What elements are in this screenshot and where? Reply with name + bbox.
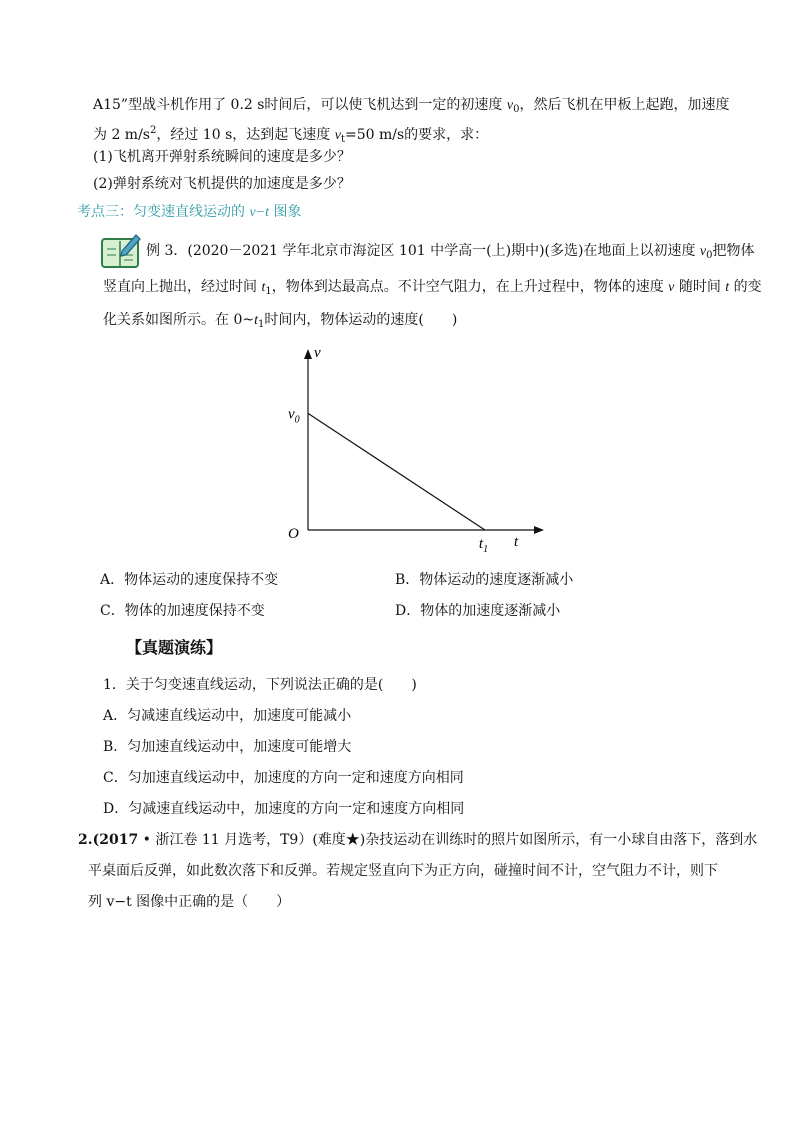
y-axis-arrow xyxy=(304,349,312,359)
q1-option-a: A．匀减速直线运动中，加速度可能减小 xyxy=(103,708,352,724)
option-a: A．物体运动的速度保持不变 xyxy=(100,572,279,588)
origin-label: O xyxy=(288,526,299,542)
q1-option-c: C．匀加速直线运动中，加速度的方向一定和速度方向相同 xyxy=(103,770,464,786)
example-text: 的变 xyxy=(729,279,762,295)
var-t: t xyxy=(725,280,730,295)
question-2: (2)弹射系统对飞机提供的加速度是多少？ xyxy=(93,176,351,192)
subscript: t xyxy=(340,134,345,145)
example-text: 把物体 xyxy=(712,243,755,259)
subscript: 1 xyxy=(257,319,265,330)
problem-text: 为 2 m/s xyxy=(93,127,150,143)
problem-line-1 xyxy=(93,95,729,120)
series-line xyxy=(308,413,485,530)
q1-option-d: D．匀减速直线运动中，加速度的方向一定和速度方向相同 xyxy=(103,801,465,817)
q1-option-b: B．匀加速直线运动中，加速度可能增大 xyxy=(103,739,352,755)
problem-text: ，经过 10 s，达到起飞速度 xyxy=(156,127,335,143)
var-v: v xyxy=(506,98,514,113)
example-text: ，物体到达最高点。不计空气阻力，在上升过程中，物体的速度 xyxy=(271,279,669,295)
var-t: t xyxy=(254,313,258,328)
question-number: 2.(2017 xyxy=(78,832,139,848)
section-title-vt: v−t xyxy=(249,205,270,220)
option-c: C．物体的加速度保持不变 xyxy=(100,603,265,619)
var-v: v xyxy=(334,128,341,143)
example-text: 时间内，物体运动的速度( ) xyxy=(264,312,458,328)
problem-text: ，然后飞机在甲板上起跑，加速度 xyxy=(519,97,730,113)
example-line-2 xyxy=(103,277,762,302)
problem-text: =50 m/s的要求，求： xyxy=(344,127,489,143)
option-b: B．物体运动的速度逐渐减小 xyxy=(395,572,574,588)
example-text: 随时间 xyxy=(674,279,726,295)
superscript: 2 xyxy=(149,125,157,136)
example-text: 例 3．(2020－2021 学年北京市海淀区 101 中学高一(上)期中)(多选)在地面上以初速度 xyxy=(146,243,700,259)
question-text: • 浙江卷 11 月选考，T9）(难度★)杂技运动在训练时的照片如图所示，有一小球自由落下，落到水 xyxy=(138,832,758,848)
option-d: D．物体的加速度逐渐减小 xyxy=(395,603,561,619)
section-title-text: 考点三：匀变速直线运动的 xyxy=(77,204,250,220)
x-axis-label: t xyxy=(514,534,519,550)
y-tick-label-v0: $v_0$ xyxy=(288,406,300,426)
vt-graph xyxy=(280,340,550,560)
section-title-text: 图象 xyxy=(269,204,302,220)
problem-text: A15”型战斗机作用了 0.2 s时间后，可以使飞机达到一定的初速度 xyxy=(93,97,507,113)
notebook-pencil-icon xyxy=(100,233,142,269)
practice-question-2-line-1 xyxy=(78,830,757,850)
practice-question-2-line-3: 列 v−t 图像中正确的是（ ） xyxy=(88,894,291,910)
subscript: 1 xyxy=(265,286,272,297)
example-text: 化关系如图所示。在 0~ xyxy=(103,312,255,328)
subscript: 0 xyxy=(706,250,713,261)
example-line-3 xyxy=(103,310,457,335)
subscript: 0 xyxy=(513,104,520,115)
example-text: 竖直向上抛出，经过时间 xyxy=(103,279,262,295)
var-v: v xyxy=(668,280,675,295)
var-v: v xyxy=(699,244,707,259)
practice-heading: 【真题演练】 xyxy=(126,638,223,657)
section-title xyxy=(77,202,301,223)
question-1: (1)飞机离开弹射系统瞬间的速度是多少？ xyxy=(93,149,351,165)
var-t: t xyxy=(261,280,266,295)
practice-question-1: 1．关于匀变速直线运动，下列说法正确的是( ) xyxy=(103,677,417,693)
problem-line-2 xyxy=(93,121,488,150)
example-line-1 xyxy=(146,241,755,266)
x-axis-arrow xyxy=(534,526,544,534)
x-tick-label-t1: $t_1$ xyxy=(478,536,489,555)
y-axis-label: v xyxy=(314,345,321,361)
practice-question-2-line-2: 平桌面后反弹，如此数次落下和反弹。若规定竖直向下为正方向，碰撞时间不计，空气阻力不计，则下 xyxy=(88,863,718,879)
